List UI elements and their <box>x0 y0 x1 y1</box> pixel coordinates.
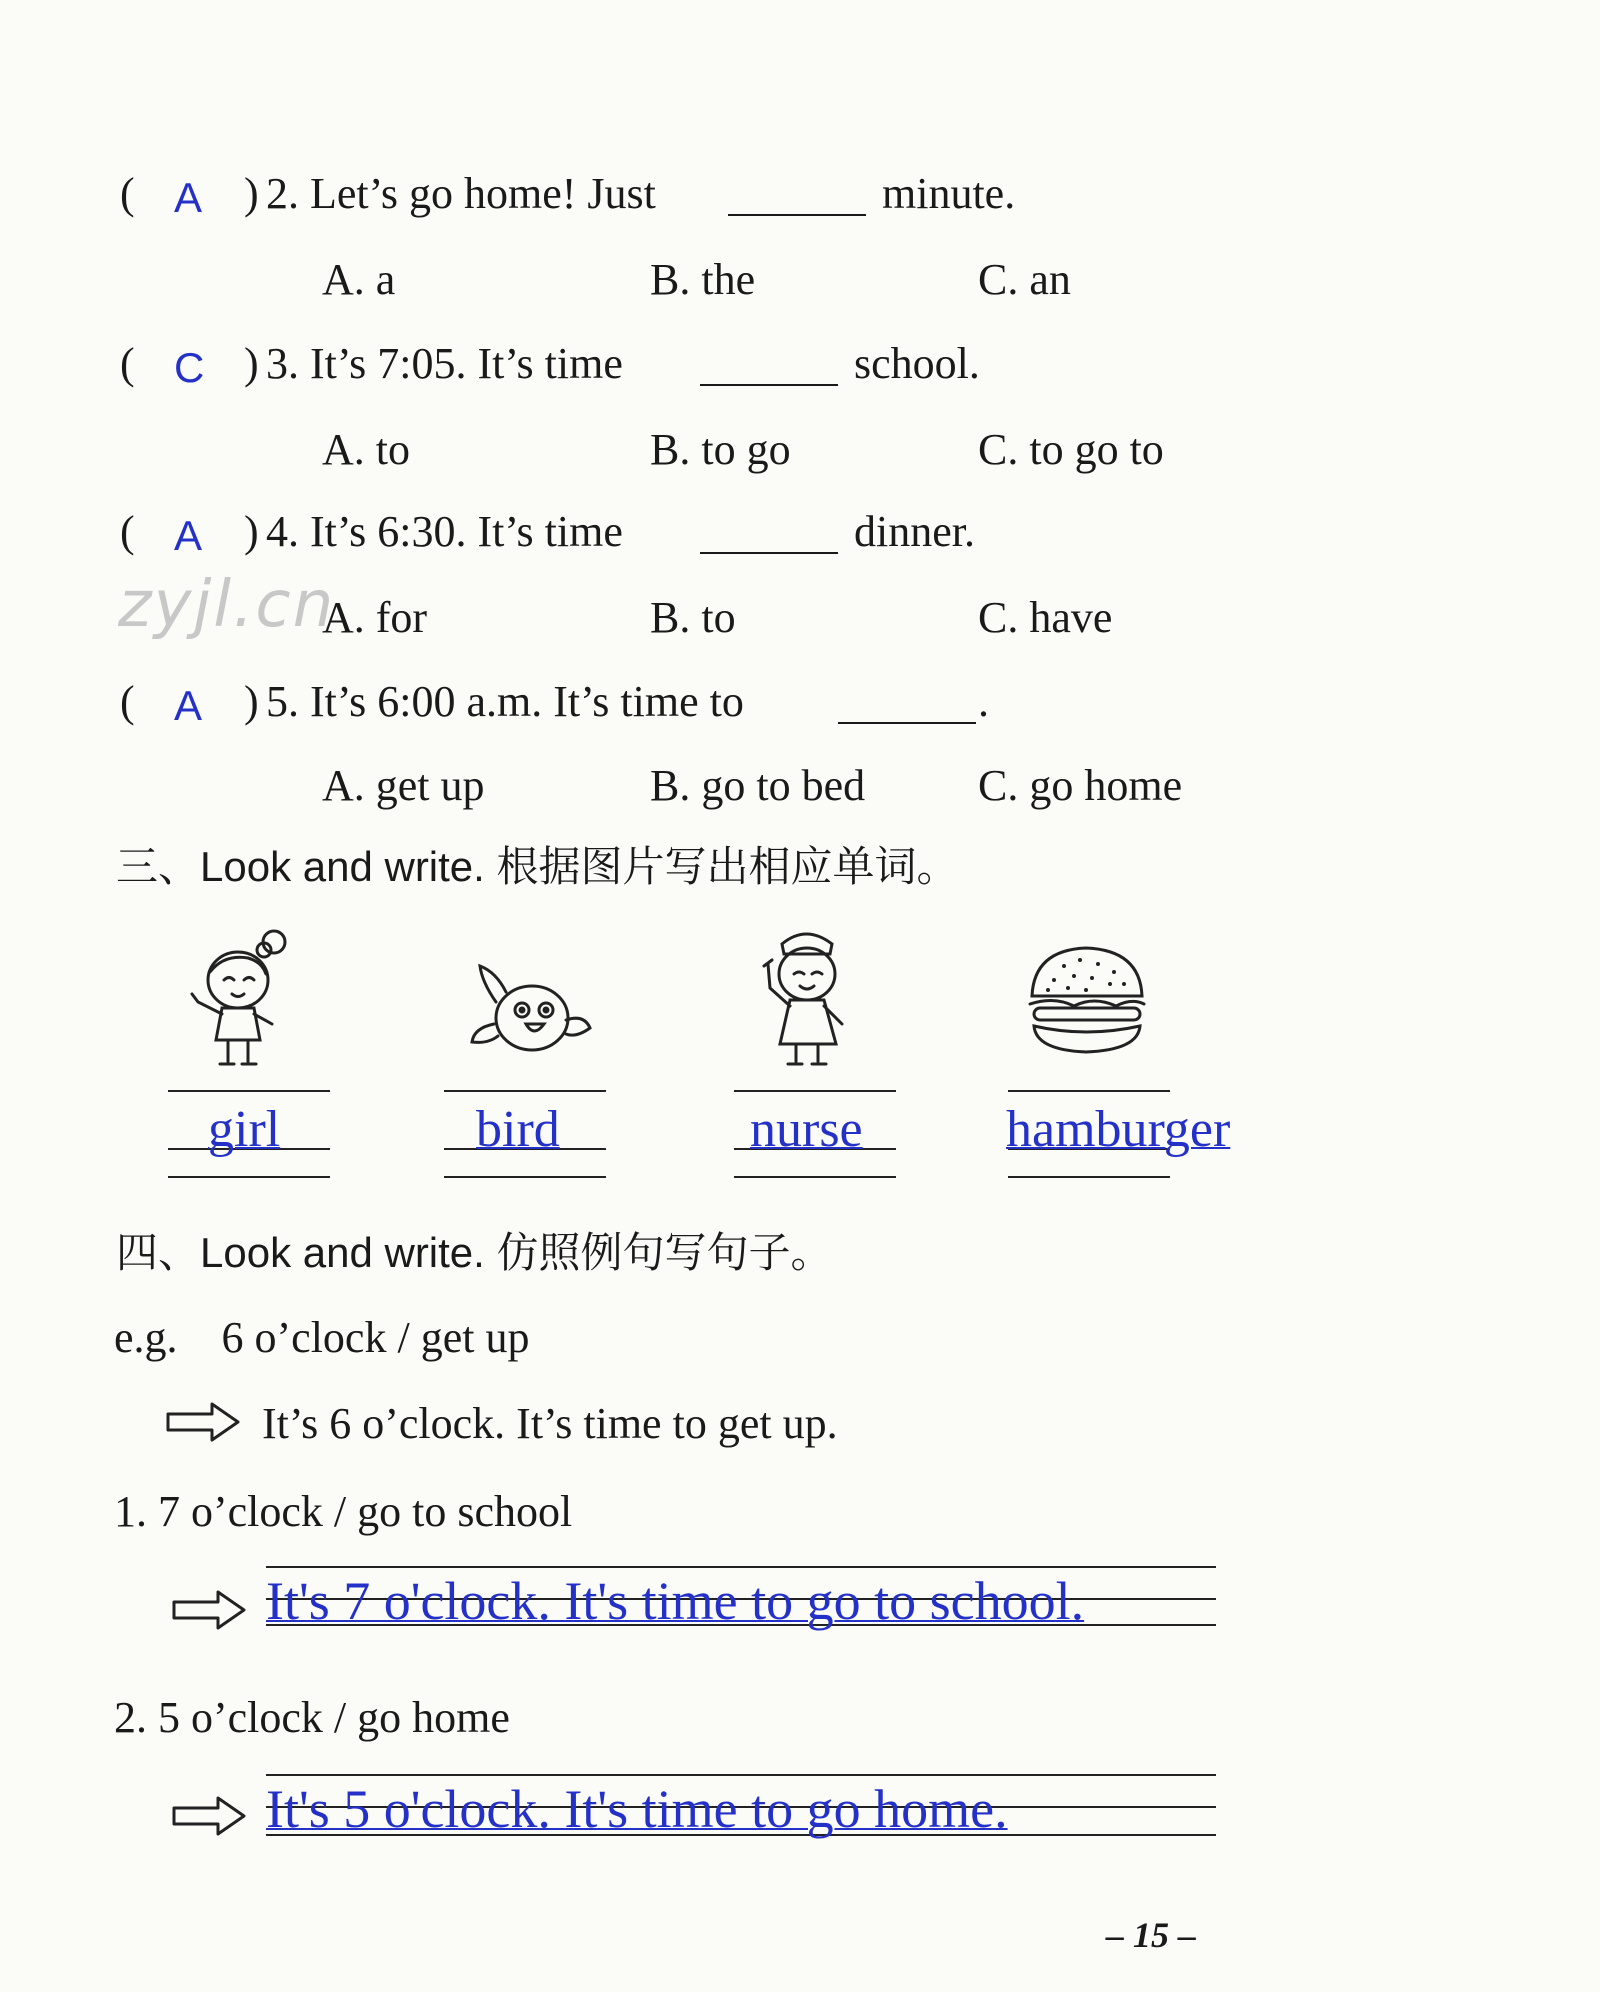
writing-line <box>266 1566 1216 1568</box>
question-tail: . <box>978 677 989 726</box>
arrow-right-icon <box>172 1590 246 1630</box>
girl-icon <box>176 928 306 1070</box>
writing-line <box>1008 1090 1170 1092</box>
option-b: B. to go <box>650 425 791 474</box>
writing-line <box>734 1176 896 1178</box>
answer-mark: A <box>174 174 203 221</box>
example-answer: It’s 6 o’clock. It’s time to get up. <box>262 1399 838 1448</box>
item-2-answer: It's 5 o'clock. It's time to go home. <box>266 1779 1008 1839</box>
answer-word-1: girl <box>208 1101 281 1158</box>
example-prompt: e.g. 6 o’clock / get up <box>114 1313 530 1362</box>
question-stem: 2. Let’s go home! Just <box>266 169 656 218</box>
answer-word-4: hamburger <box>1006 1101 1231 1158</box>
answer-blank <box>700 552 838 554</box>
page-number: – 15 – <box>1106 1915 1196 1955</box>
question-stem: 4. It’s 6:30. It’s time <box>266 507 623 556</box>
option-c: C. to go to <box>978 425 1164 474</box>
paren-open: ( <box>120 507 135 556</box>
writing-line <box>734 1090 896 1092</box>
option-c: C. an <box>978 255 1071 304</box>
answer-word-3: nurse <box>750 1101 863 1158</box>
option-b: B. the <box>650 255 756 304</box>
writing-line <box>444 1176 606 1178</box>
answer-word-2: bird <box>476 1101 560 1158</box>
question-tail: school. <box>854 339 980 388</box>
paren-close: ) <box>244 339 259 388</box>
paren-close: ) <box>244 507 259 556</box>
option-a: A. for <box>322 593 428 642</box>
option-a: A. to <box>322 425 410 474</box>
option-b: B. go to bed <box>650 761 866 810</box>
watermark: zyjl.cn <box>118 568 336 642</box>
paren-close: ) <box>244 169 259 218</box>
paren-open: ( <box>120 677 135 726</box>
writing-line <box>444 1090 606 1092</box>
writing-line <box>168 1090 330 1092</box>
section-3-heading: 三、Look and write. 根据图片写出相应单词。 <box>116 843 959 890</box>
item-1-prompt: 1. 7 o’clock / go to school <box>114 1487 573 1536</box>
answer-mark: A <box>174 512 203 559</box>
section-4-heading: 四、Look and write. 仿照例句写句子。 <box>116 1229 833 1276</box>
paren-close: ) <box>244 677 259 726</box>
option-c: C. go home <box>978 761 1183 810</box>
item-2-prompt: 2. 5 o’clock / go home <box>114 1693 510 1742</box>
question-stem: 5. It’s 6:00 a.m. It’s time to <box>266 677 744 726</box>
arrow-right-icon <box>166 1402 240 1442</box>
writing-line <box>266 1774 1216 1776</box>
arrow-right-icon <box>172 1796 246 1836</box>
writing-line <box>1008 1176 1170 1178</box>
paren-open: ( <box>120 339 135 388</box>
answer-blank <box>700 384 838 386</box>
option-c: C. have <box>978 593 1113 642</box>
hamburger-icon <box>1024 944 1150 1056</box>
question-tail: minute. <box>882 169 1016 218</box>
answer-blank <box>728 214 866 216</box>
answer-mark: A <box>174 682 203 729</box>
option-b: B. to <box>650 593 736 642</box>
option-a: A. a <box>322 255 396 304</box>
nurse-icon <box>752 924 862 1068</box>
option-a: A. get up <box>322 761 485 810</box>
answer-mark: C <box>174 344 205 391</box>
answer-blank <box>838 722 976 724</box>
question-stem: 3. It’s 7:05. It’s time <box>266 339 623 388</box>
item-1-answer: It's 7 o'clock. It's time to go to school. <box>266 1571 1085 1631</box>
writing-line <box>168 1176 330 1178</box>
paren-open: ( <box>120 169 135 218</box>
bird-icon <box>466 962 596 1062</box>
question-tail: dinner. <box>854 507 975 556</box>
